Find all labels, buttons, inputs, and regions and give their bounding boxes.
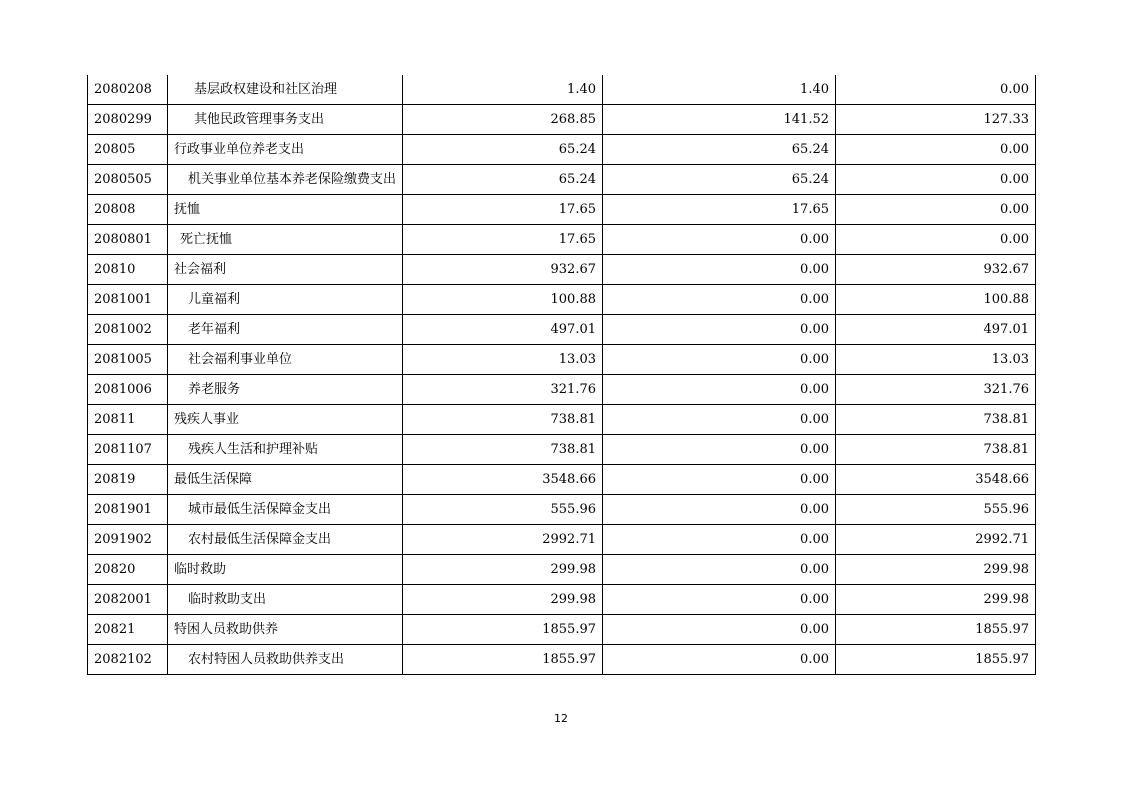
account-code-cell: 2080505	[88, 165, 168, 195]
account-code-cell: 2080208	[88, 75, 168, 105]
total-amount-cell: 738.81	[403, 435, 603, 465]
total-amount-cell: 299.98	[403, 585, 603, 615]
total-amount-cell: 2992.71	[403, 525, 603, 555]
account-code-cell: 20819	[88, 465, 168, 495]
total-amount-cell: 3548.66	[403, 465, 603, 495]
budget-table	[87, 75, 1036, 675]
total-amount-cell: 1.40	[403, 75, 603, 105]
account-name-cell: 最低生活保障	[168, 465, 403, 495]
basic-expenditure-cell: 0.00	[603, 435, 836, 465]
account-code-cell: 2081005	[88, 345, 168, 375]
account-name-cell: 临时救助支出	[168, 585, 403, 615]
total-amount-cell: 13.03	[403, 345, 603, 375]
project-expenditure-cell: 299.98	[836, 555, 1036, 585]
basic-expenditure-cell: 1.40	[603, 75, 836, 105]
project-expenditure-cell: 0.00	[836, 195, 1036, 225]
project-expenditure-cell: 3548.66	[836, 465, 1036, 495]
project-expenditure-cell: 299.98	[836, 585, 1036, 615]
account-name-cell: 抚恤	[168, 195, 403, 225]
basic-expenditure-cell: 0.00	[603, 315, 836, 345]
budget-table-body	[88, 75, 1036, 675]
table-row	[88, 225, 1036, 255]
table-row	[88, 285, 1036, 315]
project-expenditure-cell: 0.00	[836, 135, 1036, 165]
basic-expenditure-cell: 141.52	[603, 105, 836, 135]
account-code-cell: 20821	[88, 615, 168, 645]
account-name-cell: 其他民政管理事务支出	[168, 105, 403, 135]
table-row	[88, 165, 1036, 195]
account-code-cell: 20820	[88, 555, 168, 585]
account-code-cell: 20808	[88, 195, 168, 225]
account-name-cell: 残疾人事业	[168, 405, 403, 435]
project-expenditure-cell: 1855.97	[836, 615, 1036, 645]
project-expenditure-cell: 1855.97	[836, 645, 1036, 675]
account-name-cell: 临时救助	[168, 555, 403, 585]
account-name-cell: 儿童福利	[168, 285, 403, 315]
project-expenditure-cell: 0.00	[836, 165, 1036, 195]
total-amount-cell: 932.67	[403, 255, 603, 285]
table-row	[88, 345, 1036, 375]
table-row	[88, 525, 1036, 555]
total-amount-cell: 1855.97	[403, 615, 603, 645]
table-row	[88, 375, 1036, 405]
total-amount-cell: 1855.97	[403, 645, 603, 675]
total-amount-cell: 65.24	[403, 165, 603, 195]
table-row	[88, 645, 1036, 675]
account-code-cell: 2091902	[88, 525, 168, 555]
table-row	[88, 105, 1036, 135]
table-row	[88, 195, 1036, 225]
basic-expenditure-cell: 0.00	[603, 465, 836, 495]
total-amount-cell: 299.98	[403, 555, 603, 585]
table-row	[88, 465, 1036, 495]
total-amount-cell: 268.85	[403, 105, 603, 135]
project-expenditure-cell: 13.03	[836, 345, 1036, 375]
account-code-cell: 20811	[88, 405, 168, 435]
account-code-cell: 20810	[88, 255, 168, 285]
basic-expenditure-cell: 0.00	[603, 555, 836, 585]
project-expenditure-cell: 932.67	[836, 255, 1036, 285]
basic-expenditure-cell: 0.00	[603, 645, 836, 675]
total-amount-cell: 738.81	[403, 405, 603, 435]
total-amount-cell: 555.96	[403, 495, 603, 525]
table-row	[88, 435, 1036, 465]
table-row	[88, 255, 1036, 285]
total-amount-cell: 65.24	[403, 135, 603, 165]
account-code-cell: 2082102	[88, 645, 168, 675]
basic-expenditure-cell: 0.00	[603, 585, 836, 615]
basic-expenditure-cell: 65.24	[603, 135, 836, 165]
account-code-cell: 2081006	[88, 375, 168, 405]
total-amount-cell: 321.76	[403, 375, 603, 405]
table-row	[88, 405, 1036, 435]
total-amount-cell: 17.65	[403, 225, 603, 255]
total-amount-cell: 17.65	[403, 195, 603, 225]
basic-expenditure-cell: 0.00	[603, 345, 836, 375]
basic-expenditure-cell: 0.00	[603, 615, 836, 645]
project-expenditure-cell: 127.33	[836, 105, 1036, 135]
account-name-cell: 机关事业单位基本养老保险缴费支出	[168, 165, 403, 195]
account-name-cell: 农村特困人员救助供养支出	[168, 645, 403, 675]
account-code-cell: 2081002	[88, 315, 168, 345]
table-row	[88, 135, 1036, 165]
project-expenditure-cell: 2992.71	[836, 525, 1036, 555]
table-row	[88, 615, 1036, 645]
basic-expenditure-cell: 0.00	[603, 495, 836, 525]
basic-expenditure-cell: 17.65	[603, 195, 836, 225]
total-amount-cell: 497.01	[403, 315, 603, 345]
project-expenditure-cell: 738.81	[836, 435, 1036, 465]
account-code-cell: 2081107	[88, 435, 168, 465]
page-number: 12	[554, 712, 568, 725]
account-name-cell: 老年福利	[168, 315, 403, 345]
account-name-cell: 养老服务	[168, 375, 403, 405]
account-name-cell: 社会福利事业单位	[168, 345, 403, 375]
table-row	[88, 585, 1036, 615]
account-name-cell: 特困人员救助供养	[168, 615, 403, 645]
project-expenditure-cell: 100.88	[836, 285, 1036, 315]
table-row	[88, 555, 1036, 585]
project-expenditure-cell: 321.76	[836, 375, 1036, 405]
account-name-cell: 行政事业单位养老支出	[168, 135, 403, 165]
basic-expenditure-cell: 0.00	[603, 405, 836, 435]
account-name-cell: 死亡抚恤	[168, 225, 403, 255]
project-expenditure-cell: 555.96	[836, 495, 1036, 525]
total-amount-cell: 100.88	[403, 285, 603, 315]
project-expenditure-cell: 738.81	[836, 405, 1036, 435]
account-code-cell: 2082001	[88, 585, 168, 615]
account-code-cell: 2081901	[88, 495, 168, 525]
account-name-cell: 基层政权建设和社区治理	[168, 75, 403, 105]
basic-expenditure-cell: 65.24	[603, 165, 836, 195]
basic-expenditure-cell: 0.00	[603, 255, 836, 285]
account-code-cell: 2080801	[88, 225, 168, 255]
account-code-cell: 2080299	[88, 105, 168, 135]
basic-expenditure-cell: 0.00	[603, 375, 836, 405]
account-name-cell: 农村最低生活保障金支出	[168, 525, 403, 555]
basic-expenditure-cell: 0.00	[603, 225, 836, 255]
account-name-cell: 社会福利	[168, 255, 403, 285]
table-row	[88, 75, 1036, 105]
basic-expenditure-cell: 0.00	[603, 285, 836, 315]
account-name-cell: 城市最低生活保障金支出	[168, 495, 403, 525]
table-row	[88, 315, 1036, 345]
account-code-cell: 20805	[88, 135, 168, 165]
account-name-cell: 残疾人生活和护理补贴	[168, 435, 403, 465]
project-expenditure-cell: 0.00	[836, 75, 1036, 105]
table-row	[88, 495, 1036, 525]
project-expenditure-cell: 497.01	[836, 315, 1036, 345]
basic-expenditure-cell: 0.00	[603, 525, 836, 555]
project-expenditure-cell: 0.00	[836, 225, 1036, 255]
account-code-cell: 2081001	[88, 285, 168, 315]
